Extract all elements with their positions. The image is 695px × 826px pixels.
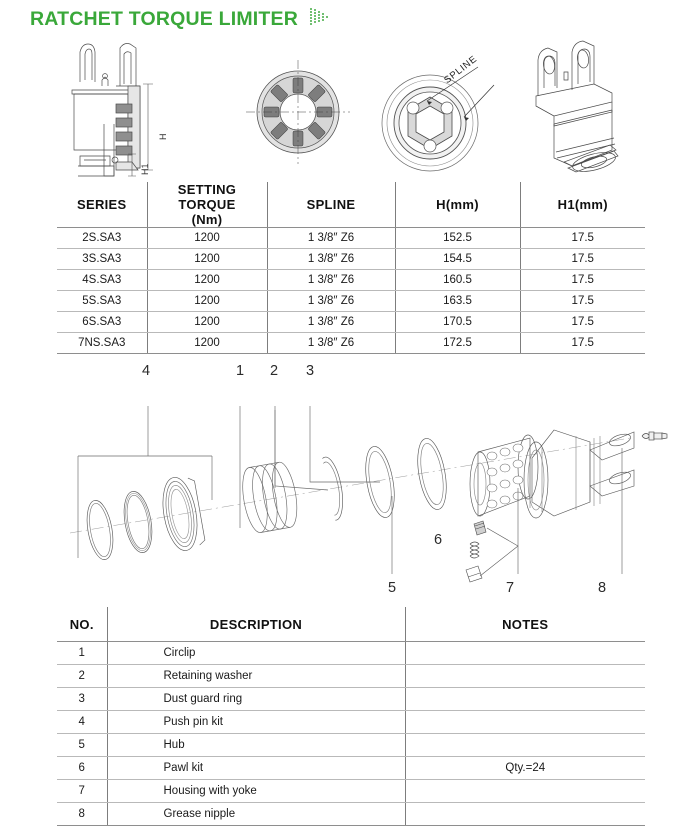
cell-spline: 1 3/8″ Z6 <box>267 312 395 333</box>
callout-4: 4 <box>141 363 151 379</box>
cell-notes <box>405 734 645 757</box>
cell-notes <box>405 665 645 688</box>
table-row <box>57 228 645 249</box>
cell-torque: 1200 <box>147 333 267 354</box>
callout-1: 1 <box>235 363 245 379</box>
cell-h1: 17.5 <box>520 228 645 249</box>
table-row <box>57 333 645 354</box>
cell-spline: 1 3/8″ Z6 <box>267 249 395 270</box>
cell-notes <box>405 780 645 803</box>
cell-h1: 17.5 <box>520 312 645 333</box>
cell-notes <box>405 711 645 734</box>
cell-no: 4 <box>57 711 107 734</box>
table-row <box>57 312 645 333</box>
cell-h1: 17.5 <box>520 291 645 312</box>
cell-spline: 1 3/8″ Z6 <box>267 270 395 291</box>
callout-8: 8 <box>597 580 607 596</box>
table-row <box>57 780 645 803</box>
cell-h1: 17.5 <box>520 333 645 354</box>
cell-notes <box>405 803 645 826</box>
table-header-row <box>57 607 645 642</box>
cell-h1: 17.5 <box>520 270 645 291</box>
cell-no: 3 <box>57 688 107 711</box>
exploded-assembly-drawing <box>70 378 650 593</box>
cell-h: 170.5 <box>395 312 520 333</box>
cell-spline: 1 3/8″ Z6 <box>267 228 395 249</box>
table-row <box>57 291 645 312</box>
cell-no: 5 <box>57 734 107 757</box>
column-header-h1: H1(mm) <box>520 182 645 228</box>
table-header-row <box>57 182 645 228</box>
column-header-setting-torque: SETTING TORQUE (Nm) <box>147 182 267 228</box>
cell-series: 6S.SA3 <box>57 312 147 333</box>
callout-2: 2 <box>269 363 279 379</box>
cell-torque: 1200 <box>147 228 267 249</box>
cell-h1: 17.5 <box>520 249 645 270</box>
cell-notes <box>405 688 645 711</box>
callout-5: 5 <box>387 580 397 596</box>
callout-6: 6 <box>433 532 443 548</box>
column-header-h: H(mm) <box>395 182 520 228</box>
cell-description: Housing with yoke <box>107 780 405 803</box>
halftone-chevron-logo-icon <box>308 6 330 33</box>
cell-series: 4S.SA3 <box>57 270 147 291</box>
cell-h: 172.5 <box>395 333 520 354</box>
cell-notes: Qty.=24 <box>405 757 645 780</box>
column-header-no: NO. <box>57 607 107 642</box>
cell-torque: 1200 <box>147 249 267 270</box>
cell-spline: 1 3/8″ Z6 <box>267 291 395 312</box>
cell-series: 5S.SA3 <box>57 291 147 312</box>
cell-description: Dust guard ring <box>107 688 405 711</box>
table-row <box>57 803 645 826</box>
cell-series: 7NS.SA3 <box>57 333 147 354</box>
cell-h: 160.5 <box>395 270 520 291</box>
cell-no: 8 <box>57 803 107 826</box>
cell-no: 1 <box>57 642 107 665</box>
specification-table <box>57 182 645 354</box>
cell-description: Pawl kit <box>107 757 405 780</box>
cell-no: 2 <box>57 665 107 688</box>
page-title: RATCHET TORQUE LIMITER <box>30 8 299 30</box>
cell-description: Hub <box>107 734 405 757</box>
cell-torque: 1200 <box>147 291 267 312</box>
table-row <box>57 734 645 757</box>
dimension-label-h1: H1 <box>140 163 150 175</box>
table-row <box>57 665 645 688</box>
dimension-label-h: H <box>158 133 168 140</box>
column-header-spline: SPLINE <box>267 182 395 228</box>
radial-pawl-section-drawing <box>238 60 358 170</box>
cell-description: Push pin kit <box>107 711 405 734</box>
cell-description: Retaining washer <box>107 665 405 688</box>
column-header-series: SERIES <box>57 182 147 228</box>
cell-h: 152.5 <box>395 228 520 249</box>
spline-annotation-label: SPLINE <box>442 53 480 86</box>
table-row <box>57 642 645 665</box>
cell-series: 2S.SA3 <box>57 228 147 249</box>
table-row <box>57 249 645 270</box>
isometric-yoke-drawing <box>524 38 639 178</box>
cell-no: 7 <box>57 780 107 803</box>
column-header-notes: NOTES <box>405 607 645 642</box>
cell-description: Grease nipple <box>107 803 405 826</box>
cell-notes <box>405 642 645 665</box>
cell-torque: 1200 <box>147 312 267 333</box>
callout-7: 7 <box>505 580 515 596</box>
table-row <box>57 757 645 780</box>
cell-series: 3S.SA3 <box>57 249 147 270</box>
cell-description: Circlip <box>107 642 405 665</box>
table-row <box>57 711 645 734</box>
cell-torque: 1200 <box>147 270 267 291</box>
table-row <box>57 270 645 291</box>
cell-spline: 1 3/8″ Z6 <box>267 333 395 354</box>
table-row <box>57 688 645 711</box>
parts-list-table <box>57 607 645 826</box>
spline-end-view-drawing <box>372 45 522 180</box>
cell-h: 163.5 <box>395 291 520 312</box>
column-header-description: DESCRIPTION <box>107 607 405 642</box>
cross-section-drawing <box>58 42 238 182</box>
cell-no: 6 <box>57 757 107 780</box>
page-header <box>30 6 330 33</box>
callout-3: 3 <box>305 363 315 379</box>
cell-h: 154.5 <box>395 249 520 270</box>
